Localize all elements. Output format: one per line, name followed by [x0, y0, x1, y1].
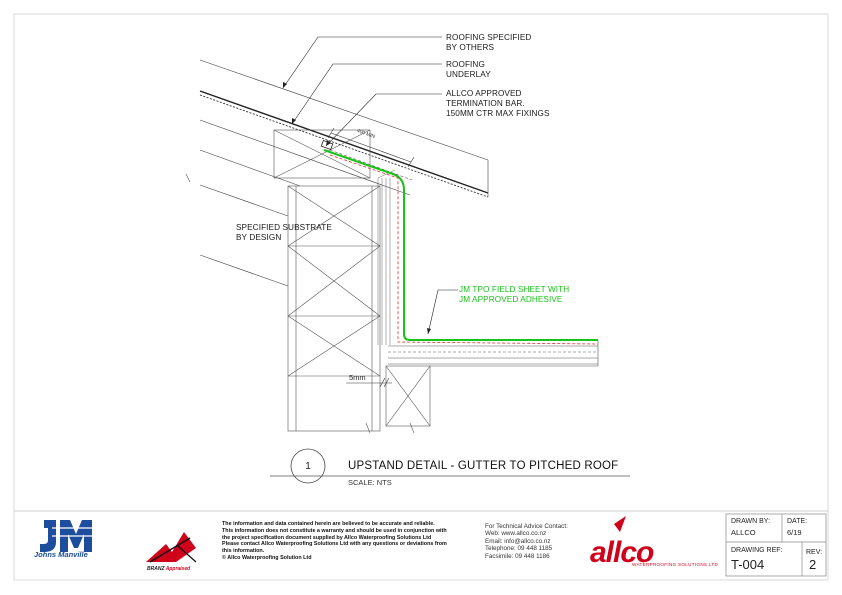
branz-logo	[146, 532, 196, 562]
date-label: DATE:	[787, 518, 808, 525]
callout-line: BY DESIGN	[236, 233, 282, 242]
roofing-underlay-label	[446, 60, 491, 80]
contact-facsimile: Facsimile: 09 448 1186	[485, 552, 550, 560]
callout-line: ROOFING SPECIFIED	[446, 33, 532, 42]
sheet-border	[14, 14, 828, 580]
callout-line: 150MM CTR MAX FIXINGS	[446, 109, 550, 118]
rev-value: 2	[809, 557, 817, 572]
contact-telephone: Telephone: 09 448 1185	[485, 545, 553, 553]
contact-info	[485, 523, 568, 560]
roof-section	[200, 60, 488, 286]
callout-line: TERMINATION BAR.	[446, 99, 525, 108]
jm-logo-text: Johns Manville	[34, 550, 88, 559]
branz-name: BRANZ	[147, 566, 165, 572]
drawing-ref-label: DRAWING REF:	[731, 547, 783, 554]
substrate-label	[236, 223, 332, 243]
disclaimer-line: Please contact Allco Waterproofing Solutions Ltd with any questions or deviations from	[222, 541, 447, 548]
branz-logo-text	[147, 566, 190, 572]
disclaimer-line: © Allco Waterproofing Solution Ltd	[222, 554, 312, 561]
tpo-membrane	[324, 150, 598, 340]
callout-line: UNDERLAY	[446, 70, 491, 79]
field-sheet-label	[459, 285, 569, 305]
dimension-5mm-label: 5mm	[349, 373, 366, 382]
date-value: 6/19	[787, 528, 802, 537]
callout-line: BY OTHERS	[446, 43, 495, 52]
disclaimer-line: This information does not constitute a warranty and should be used in conjunction with	[222, 527, 447, 534]
dimension-400-min-label: 400 MIN	[355, 128, 376, 141]
leader-lines	[283, 37, 458, 334]
leader-arrows	[283, 82, 431, 334]
termination-bar-label	[446, 89, 550, 119]
contact-email[interactable]: Email: info@allco.co.nz	[485, 537, 551, 545]
upstand-boards	[378, 170, 395, 345]
drawn-by-value: ALLCO	[731, 528, 756, 537]
contact-web[interactable]: Web: www.allco.co.nz	[485, 530, 547, 538]
disclaimer-line: the project specification document supplied by Allco Waterproofing Solutions Ltd	[222, 534, 432, 541]
callout-line: ROOFING	[446, 60, 485, 69]
contact-heading: For Technical Advice Contact:	[485, 523, 568, 530]
disclaimer-line: this information.	[222, 548, 265, 555]
rev-label: REV:	[806, 549, 823, 556]
callout-line: JM APPROVED ADHESIVE	[459, 295, 563, 304]
svg-text:allco: allco	[590, 536, 654, 569]
detail-title: UPSTAND DETAIL - GUTTER TO PITCHED ROOF	[348, 460, 619, 472]
callout-line: ALLCO APPROVED	[446, 89, 522, 98]
adhesive-line	[330, 155, 598, 344]
top-plate-timber	[274, 130, 370, 178]
detail-number: 1	[305, 461, 311, 472]
callout-line: JM TPO FIELD SHEET WITH	[459, 285, 570, 294]
disclaimer-line: The information and data contained herein are believed to be accurate and reliable.	[222, 521, 435, 527]
drawing-ref-value: T-004	[731, 557, 765, 572]
drawn-by-label: DRAWN BY:	[731, 518, 771, 525]
disclaimer	[222, 521, 447, 562]
gutter-base	[386, 340, 598, 426]
detail-scale: SCALE: NTS	[348, 478, 392, 487]
jm-logo	[40, 518, 108, 552]
roofing-specified-label	[446, 33, 531, 53]
allco-tagline: WATERPROOFING SOLUTIONS LTD	[632, 562, 719, 567]
branz-appraised: Appraised	[165, 566, 191, 572]
callout-line: SPECIFIED SUBSTRATE	[236, 223, 332, 232]
